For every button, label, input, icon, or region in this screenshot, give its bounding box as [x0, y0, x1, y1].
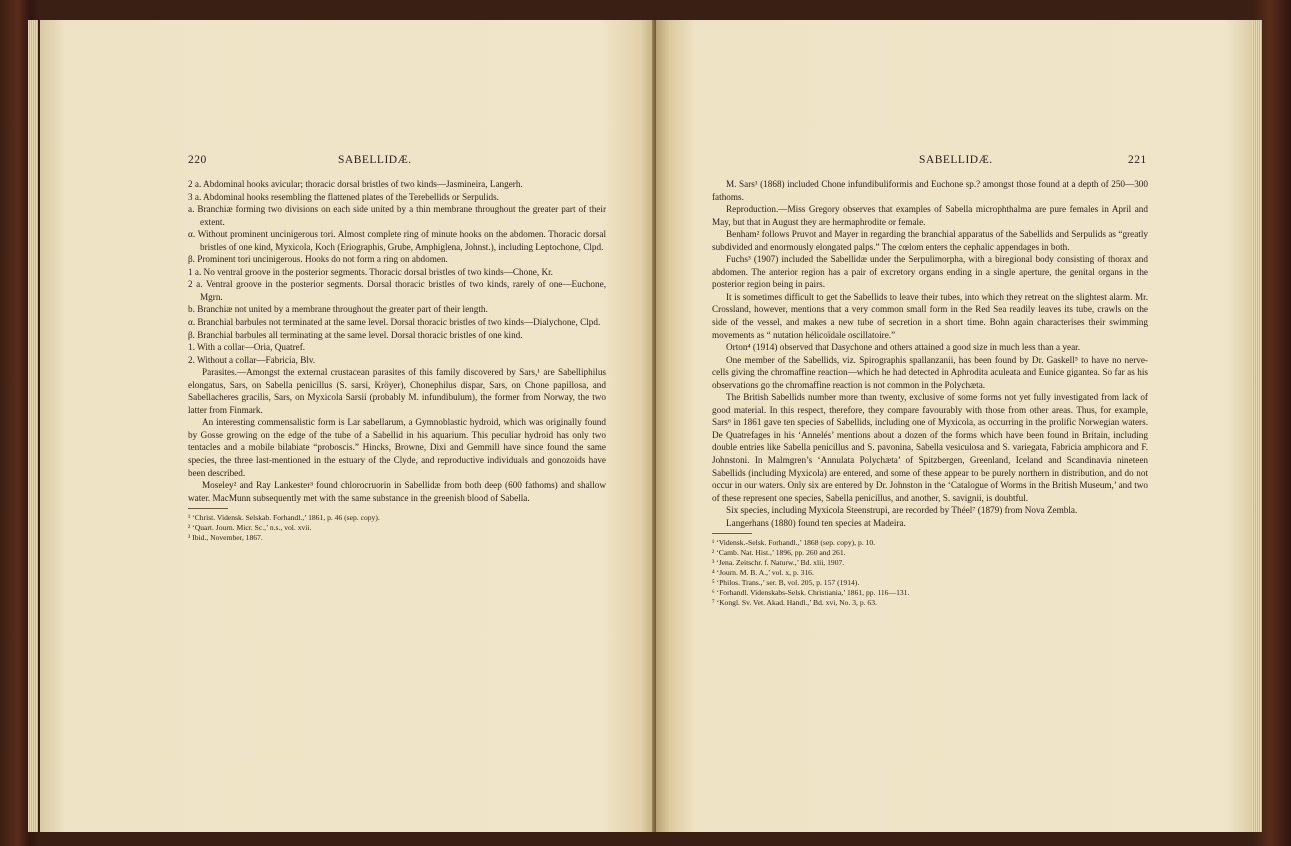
left-page-edges: [28, 20, 38, 832]
paragraph: M. Sars¹ (1868) included Chone infundibuliformis and Euchone sp.? amongst those found at a depth of 250—300 fathoms.: [712, 179, 1148, 202]
left-running-head: SABELLIDÆ.: [338, 154, 412, 166]
paragraph: Reproduction.—Miss Gregory observes that examples of Sabella microphthalma are pure females in April and May, but that in August they are hermaphrodite or female.: [712, 204, 1148, 227]
paragraph: Orton⁴ (1914) observed that Dasychone and others attained a good size in much less than a year.: [726, 342, 1081, 353]
paragraph: b. Branchiæ not united by a membrane throughout the greater part of their length.: [188, 304, 488, 315]
footnote: ² ‘Quart. Journ. Micr. Sc.,’ n.s., vol. xvii.: [188, 523, 312, 533]
right-body: [712, 178, 1148, 608]
footnote: ⁷ ‘Kongl. Sv. Vet. Akad. Handl.,’ Bd. xvi, No. 3, p. 63.: [712, 598, 877, 608]
paragraph: α. Without prominent uncinigerous tori. Almost complete ring of minute hooks on the abdomen. Thoracic dorsal bristles of one kind, Myxicola, Koch (Eriographis, Grube, Amphiglena, Johnst.), including Leptochone, Clpd.: [188, 229, 606, 252]
left-page: [40, 20, 656, 832]
paragraph: 1. With a collar—Oria, Quatref.: [188, 342, 306, 353]
left-paragraphs: [188, 178, 606, 504]
paragraph: Fuchs³ (1907) included the Sabellidæ under the Serpulimorpha, with a biregional body consisting of thorax and abdomen. The anterior region has a pair of excretory organs ending in a single aperture, the genital organs in the posterior region being in pairs.: [712, 254, 1148, 290]
right-page-number: 221: [1128, 154, 1147, 166]
footnote: ⁴ ‘Journ. M. B. A.,’ vol. x, p. 316.: [712, 568, 814, 578]
paragraph: 2. Without a collar—Fabricia, Blv.: [188, 354, 316, 365]
paragraph: Parasites.—Amongst the external crustacean parasites of this family discovered by Sars,¹ are Sabelliphilus elongatus, Sars, on Sabella penicillus (S. sarsi, Kröyer), Chonephilus dispar, Sars, on Chone papillosa, and Sabellacheres gracilis, Sars, on Myxicola Sarsii (probably M. infundibulum), the former from Norway, the two latter from Finmark.: [188, 367, 606, 415]
paragraph: β. Branchial barbules all terminating at the same level. Dorsal thoracic bristles of one kind.: [188, 329, 523, 340]
right-page-edges: [1252, 20, 1262, 832]
paragraph: 1 a. No ventral groove in the posterior segments. Thoracic dorsal bristles of two kinds—Chone, Kr.: [188, 266, 553, 277]
paragraph: 2 a. Abdominal hooks avicular; thoracic dorsal bristles of two kinds—Jasmineira, Langerh.: [188, 179, 523, 189]
right-paragraphs: [712, 178, 1148, 529]
left-page-number: 220: [188, 154, 207, 166]
paragraph: One member of the Sabellids, viz. Spirographis spallanzanii, has been found by Dr. Gaskell⁵ to have no nerve-cells giving the chromaffine reaction—which he had detected in Aphrodita aculeata and Eunice gigantea. So far as his observations go the chromaffine reaction is not common in the Polychæta.: [712, 354, 1148, 390]
footnote: ⁵ ‘Philos. Trans.,’ ser. B, vol. 205, p. 157 (1914).: [712, 578, 860, 588]
left-body: [188, 178, 606, 543]
paragraph: Langerhans (1880) found ten species at Madeira.: [726, 517, 906, 528]
right-footnote-rule: [712, 533, 752, 534]
left-footnote-rule: [188, 508, 228, 509]
paragraph: An interesting commensalistic form is Lar sabellarum, a Gymnoblastic hydroid, which was originally found by Gosse growing on the edge of the tube of a Sabellid in his aquarium. This peculiar hydroid has only two tentacles and a mobile bilabiate “proboscis.” Hincks, Browne, Dixi and Gemmill have since found the same species, the three last-mentioned in the estuary of the Clyde, and reproductive individuals and gonozoids have been described.: [188, 417, 606, 478]
paragraph: a. Branchiæ forming two divisions on each side united by a thin membrane throughout the greater part of their extent.: [188, 204, 606, 227]
paragraph: Moseley² and Ray Lankester³ found chlorocruorin in Sabellidæ from both deep (600 fathoms) and shallow water. MacMunn subsequently met with the same substance in the greenish blood of Sabella.: [188, 480, 606, 503]
paragraph: 2 a. Ventral groove in the posterior segments. Dorsal thoracic bristles of two kinds, rarely of one—Euchone, Mgrn.: [188, 279, 606, 302]
footnote: ⁶ ‘Forhandl. Videnskabs-Selsk. Christiania,’ 1861, pp. 116—131.: [712, 588, 910, 598]
footnote: ¹ ‘Christ. Vidensk. Selskab. Forhandl.,’ 1861, p. 46 (sep. copy).: [188, 513, 380, 523]
right-running-head: SABELLIDÆ.: [919, 154, 993, 166]
footnote: ³ ‘Jena. Zeitschr. f. Naturw.,’ Bd. xlii, 1907.: [712, 558, 845, 568]
paragraph: 3 a. Abdominal hooks resembling the flattened plates of the Terebellids or Serpulids.: [188, 191, 499, 202]
left-footnotes: [188, 513, 606, 543]
right-page: [656, 20, 1252, 832]
paragraph: α. Branchial barbules not terminated at the same level. Dorsal thoracic bristles of two kinds—Dialychone, Clpd.: [188, 317, 601, 328]
right-footnotes: [712, 538, 1148, 608]
paragraph: Benham² follows Pruvot and Mayer in regarding the branchial apparatus of the Sabellids and Serpulids as “greatly subdivided and enormously elongated palps.” The cœlom enters the cephalic appendages in both.: [712, 229, 1148, 252]
footnote: ² ‘Camb. Nat. Hist.,’ 1896, pp. 260 and 261.: [712, 548, 846, 558]
paragraph: β. Prominent tori uncinigerous. Hooks do not form a ring on abdomen.: [188, 254, 448, 265]
footnote: ³ Ibid., November, 1867.: [188, 533, 263, 543]
paragraph: Six species, including Myxicola Steenstrupi, are recorded by Théel⁷ (1879) from Nova Zembla.: [726, 505, 1078, 516]
paragraph: It is sometimes difficult to get the Sabellids to leave their tubes, into which they retreat on the slightest alarm. Mr. Crossland, however, mentions that a very common small form in the Red Sea readily leaves its tube, crawls on the side of the vessel, and makes a new tube of secretion in a short time. Bohn again characterises their swimming movements as “ nutation hélicoïdale oscillatoire.”: [712, 291, 1148, 340]
paragraph: The British Sabellids number more than twenty, exclusive of some forms not yet fully investigated from lack of good material. In this respect, therefore, they compare favourably with those from other areas. Thus, for example, Sars⁶ in 1861 gave ten species of Sabellids, including one of Myxicola, as occurring in the prolific Norwegian waters. De Quatrefages in his ‘Annelés’ mentions about a dozen of the forms which have been found in Britain, including double entries like Sabella penicillus and S. pavonina, Sabella vesiculosa and S. variegata, Fabricia amphicora and F. Johnstoni. In Malmgren’s ‘Annulata Polychæta’ of Spitzbergen, Greenland, Iceland and Scandinavia nineteen Sabellids (including Myxicola) are entered, and some of these appear to be purely northern in distribution, and do not occur in our waters. Only six are entered by Dr. Johnston in the ‘Catalogue of Worms in the British Museum,’ and two of these represent one species, Sabella penicillus, and another, S. savignii, is doubtful.: [712, 392, 1148, 503]
footnote: ¹ ‘Vidensk.-Selsk. Forhandl.,’ 1868 (sep. copy), p. 10.: [712, 538, 876, 548]
